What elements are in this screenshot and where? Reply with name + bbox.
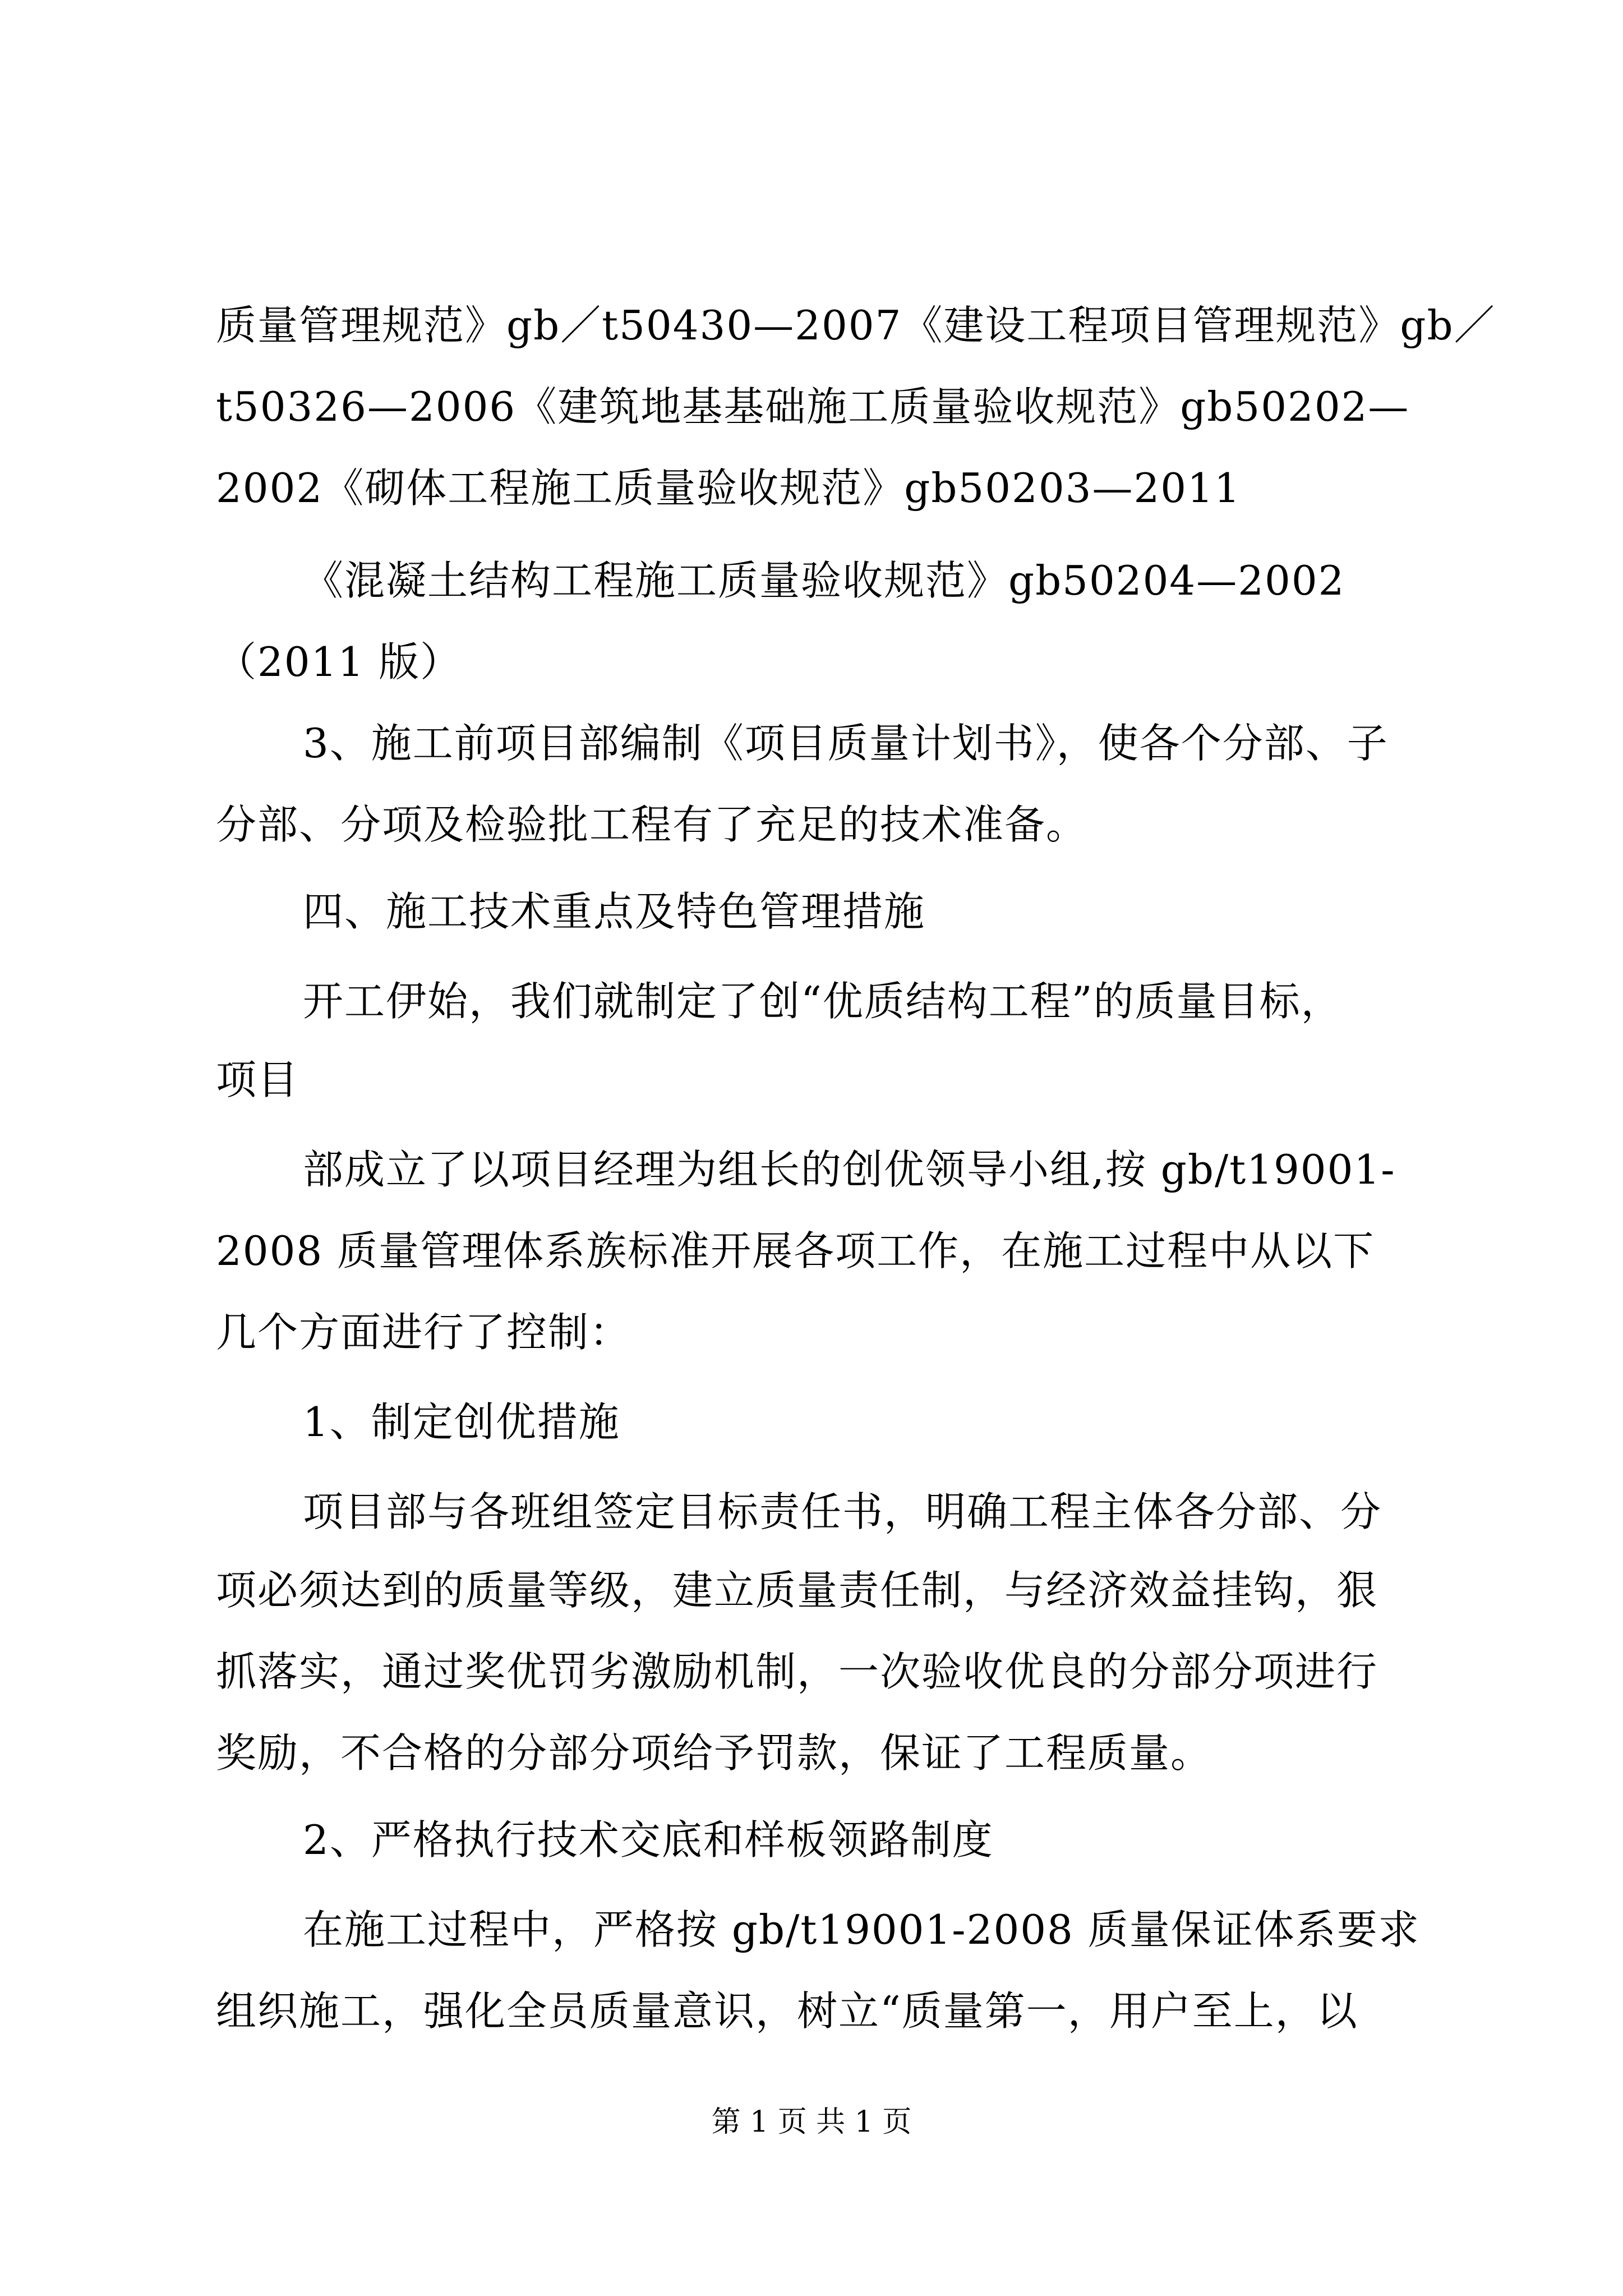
text-line: 《混凝土结构工程施工质量验收规范》gb50204—2002 [303, 557, 1345, 604]
text-line: 项必须达到的质量等级，建立质量责任制，与经济效益挂钩，狠 [216, 1567, 1378, 1614]
text-line: 3、施工前项目部编制《项目质量计划书》，使各个分部、子 [303, 720, 1389, 767]
text-line: 抓落实，通过奖优罚劣激励机制，一次验收优良的分部分项进行 [216, 1648, 1378, 1695]
text-line: 在施工过程中，严格按 gb/t19001-2008 质量保证体系要求 [303, 1906, 1420, 1953]
text-line: 部成立了以项目经理为组长的创优领导小组,按 gb/t19001- [303, 1146, 1396, 1193]
subsection-heading: 2、严格执行技术交底和样板领路制度 [303, 1816, 994, 1864]
text-line: 2008 质量管理体系族标准开展各项工作，在施工过程中从以下 [216, 1227, 1375, 1274]
text-line: 奖励，不合格的分部分项给予罚款，保证了工程质量。 [216, 1729, 1212, 1777]
text-line: 2002《砌体工程施工质量验收规范》gb50203—2011 [216, 464, 1241, 512]
text-line: 开工伊始，我们就制定了创“优质结构工程”的质量目标， [303, 978, 1343, 1025]
text-line: 分部、分项及检验批工程有了充足的技术准备。 [216, 801, 1088, 848]
text-line: t50326—2006《建筑地基基础施工质量验收规范》gb50202— [216, 383, 1410, 430]
subsection-heading: 1、制定创优措施 [303, 1398, 620, 1446]
text-line: 组织施工，强化全员质量意识，树立“质量第一，用户至上，以 [216, 1987, 1358, 2035]
text-line: 质量管理规范》gb／t50430—2007《建设工程项目管理规范》gb／ [216, 302, 1496, 349]
page-footer: 第 1 页 共 1 页 [711, 2105, 912, 2139]
section-heading: 四、施工技术重点及特色管理措施 [303, 888, 926, 935]
text-line: 项目 [216, 1056, 299, 1103]
text-line: （2011 版） [216, 638, 462, 685]
text-line: 项目部与各班组签定目标责任书，明确工程主体各分部、分 [303, 1488, 1382, 1535]
text-line: 几个方面进行了控制： [216, 1309, 631, 1356]
